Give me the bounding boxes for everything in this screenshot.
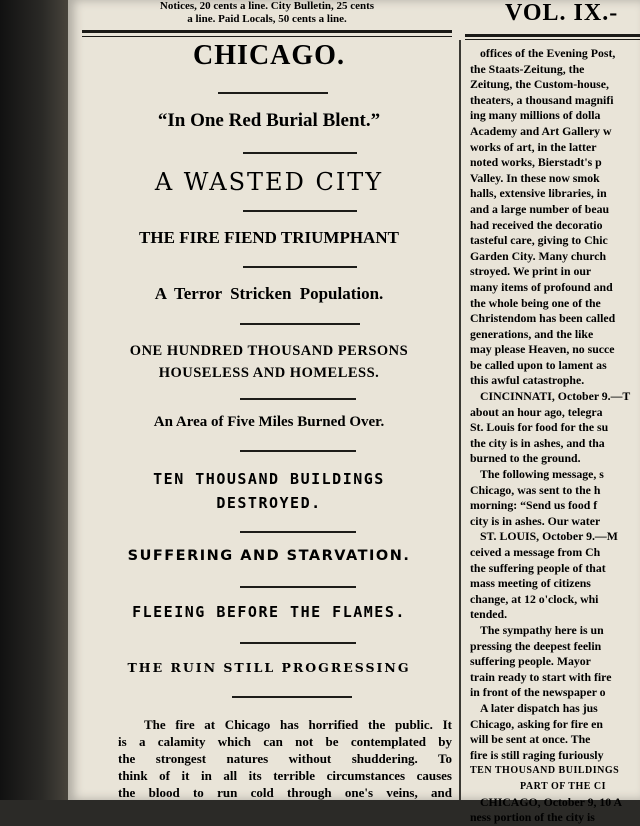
headline-ruin: THE RUIN STILL PROGRESSING [127,660,411,675]
article-line: The fire at Chicago has horrified the public. It [144,717,452,732]
column-line: TEN THOUSAND BUILDINGS [470,765,620,777]
book-binding-shadow [0,0,70,800]
divider-rule [240,450,356,452]
classified-rates [82,0,452,26]
column-line: offices of the Evening Post, [480,46,616,60]
headline-fire-fiend: THE FIRE FIEND TRIUMPHANT [139,228,399,247]
column-line: halls, extensive libraries, in [470,186,607,201]
masthead-rule [465,34,640,40]
column-line: works of art, in the latter [470,139,597,154]
column-divider [459,40,461,800]
column-line: pressing the deepest feelin [470,638,602,653]
column-line: ST. LOUIS, October 9.—M [480,529,618,544]
divider-rule [218,92,328,94]
column-line: burned to the ground. [470,451,581,466]
headline-quote: “In One Red Burial Blent.” [157,110,381,131]
column-line: generations, and the like [470,326,594,341]
divider-rule [240,586,356,588]
column-line: in front of the newspaper o [470,685,606,700]
article-body [118,716,452,801]
article-line: is a calamity which can not be contemplated by [118,734,452,749]
column-line: St. Louis for food for the su [470,420,609,435]
column-line: change, at 12 o'clock, whi [470,591,599,606]
column-line: and a large number of beau [470,201,610,216]
headline-ten-thousand [80,467,458,515]
article-line: the strongest natures without shuddering. To [118,751,452,766]
classified-rates-line: a line. Paid Locals, 50 cents a line. [187,13,347,25]
column-line: PART OF THE CI [520,780,607,792]
column-line: Garden City. Many church [470,248,607,263]
column-line: may please Heaven, no succe [470,342,615,357]
column-line: Chicago, was sent to the h [470,482,601,497]
column-line: CHICAGO, October 9, 10 A [480,794,622,809]
headline-fleeing: FLEEING BEFORE THE FLAMES. [132,603,406,621]
divider-rule [243,266,357,268]
headline-terror: A Terror Stricken Population. [154,284,384,303]
classified-rates-line: Notices, 20 cents a line. City Bulletin, 25 cents [159,0,375,12]
column-top-rule [82,30,452,37]
column-line: city is in ashes. Our water [470,513,601,528]
column-line: will be sent at once. The [470,732,591,747]
headline-line: DESTROYED. [216,494,322,512]
column-line: train ready to start with fire [470,669,612,684]
column-line: about an hour ago, telegra [470,404,603,419]
column-line: Academy and Art Gallery w [470,123,612,138]
divider-rule [240,323,360,325]
article-line: think of it in all its terrible circumstances causes [118,768,452,783]
column-line: the city is in ashes, and tha [470,435,605,450]
headline-line: HOUSELESS AND HOMELESS. [158,365,380,381]
column-line: tasteful care, giving to Chic [470,233,608,248]
column-line: ceived a message from Ch [470,545,601,559]
column-line: noted works, Bierstadt's p [470,155,602,170]
column-line: mass meeting of citizens [470,576,591,591]
column-line: the whole being one of the [470,295,601,310]
divider-rule [240,642,356,644]
column-line: fire is still raging furiously [470,747,604,762]
volume-number: VOL. IX.- [505,0,619,26]
column-line: morning: “Send us food f [470,498,598,513]
column-line: theaters, a thousand magnifi [470,92,614,107]
column-line: CINCINNATI, October 9.—T [480,389,631,404]
column-line: tended. [470,607,508,622]
column-line: the suffering people of that [470,560,606,575]
column-line: suffering people. Mayor [470,654,591,669]
headline-area-burned: An Area of Five Miles Burned Over. [153,414,385,430]
column-line: Zeitung, the Custom-house, [470,77,609,92]
column-line: this awful catastrophe. [470,373,585,388]
column-line: The sympathy here is un [480,622,604,637]
divider-rule [243,152,357,154]
article-line: the blood to run cold through one's veins, and [118,785,452,800]
divider-rule [243,210,357,212]
column-line: many items of profound and [470,279,613,294]
headline-suffering: SUFFERING AND STARVATION. [127,548,411,564]
column-line: Valley. In these now smok [470,170,600,185]
divider-rule [232,696,352,698]
headline-hundred-thousand [80,340,458,384]
right-column-text [470,46,640,826]
column-line: Christendom has been called [470,311,616,326]
divider-rule [240,398,356,400]
divider-rule [240,531,356,533]
column-line: the Staats-Zeitung, the [470,61,585,76]
column-line: had received the decoratio [470,217,603,232]
column-line: ness portion of the city is [470,810,595,825]
headline-line: ONE HUNDRED THOUSAND PERSONS [129,343,409,359]
column-line: be called upon to lament as [470,357,607,372]
headline-chicago: CHICAGO. [193,40,345,71]
headline-line: TEN THOUSAND BUILDINGS [153,470,385,488]
column-line: ing many millions of dolla [470,108,601,123]
column-line: stroyed. We print in our [470,264,592,279]
column-line: A later dispatch has jus [480,700,598,715]
headline-wasted-city: A WASTED CITY [154,168,384,196]
column-line: Chicago, asking for fire en [470,716,603,731]
column-line: The following message, s [480,467,604,482]
